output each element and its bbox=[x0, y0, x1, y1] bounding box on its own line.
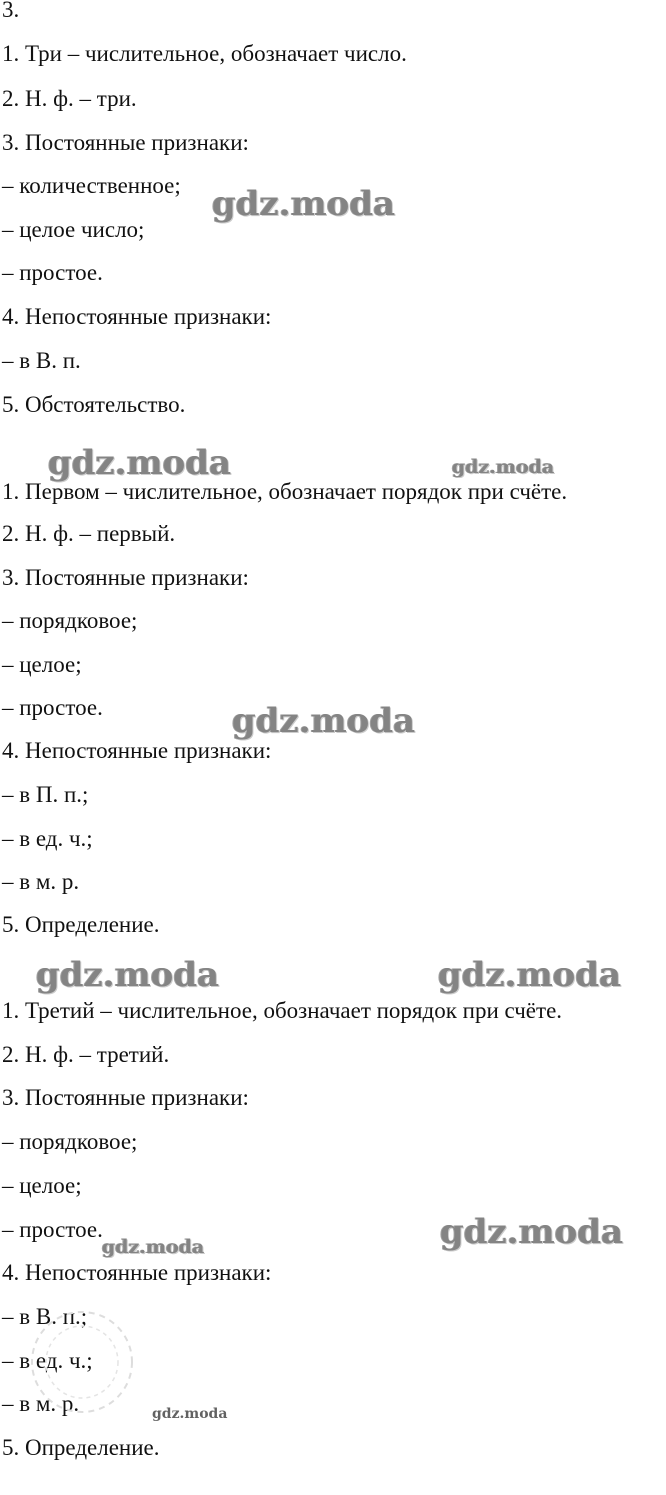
watermark-logo: gdz.moda bbox=[440, 1212, 624, 1252]
s3-line-11: 5. Определение. bbox=[2, 1435, 160, 1460]
s2-line-5: – целое; bbox=[2, 652, 82, 677]
watermark-logo: gdz.moda bbox=[36, 955, 220, 995]
s2-line-7: 4. Непостоянные признаки: bbox=[2, 738, 272, 763]
watermark-logo: gdz.moda bbox=[48, 443, 232, 483]
s1-line-8: – в В. п. bbox=[2, 348, 81, 373]
s2-line-10: – в м. р. bbox=[2, 869, 80, 894]
watermark-logo: gdz.moda bbox=[152, 1406, 228, 1422]
s2-line-1: 1. Первом – числительное, обозначает порядок при счёте. bbox=[2, 479, 568, 504]
s3-line-1: 1. Третий – числительное, обозначает порядок при счёте. bbox=[2, 998, 563, 1023]
watermark-logo: gdz.moda bbox=[438, 955, 622, 995]
s1-line-6: – простое. bbox=[2, 260, 103, 285]
watermark-logo: gdz.moda bbox=[232, 701, 416, 741]
s3-line-6: – простое. bbox=[2, 1217, 103, 1242]
s3-line-10: – в м. р. bbox=[2, 1391, 80, 1416]
s1-line-2: 2. Н. ф. – три. bbox=[2, 86, 137, 111]
s3-line-7: 4. Непостоянные признаки: bbox=[2, 1260, 272, 1285]
s2-line-6: – простое. bbox=[2, 695, 103, 720]
s2-line-4: – порядковое; bbox=[2, 608, 138, 633]
s1-line-9: 5. Обстоятельство. bbox=[2, 392, 186, 417]
s1-line-7: 4. Непостоянные признаки: bbox=[2, 304, 272, 329]
watermark-logo: gdz.moda bbox=[452, 456, 555, 478]
s3-line-4: – порядковое; bbox=[2, 1129, 138, 1154]
s2-line-11: 5. Определение. bbox=[2, 912, 160, 937]
s1-line-5: – целое число; bbox=[2, 217, 145, 242]
s2-line-8: – в П. п.; bbox=[2, 782, 89, 807]
s3-line-8: – в В. п.; bbox=[2, 1304, 88, 1329]
s3-line-3: 3. Постоянные признаки: bbox=[2, 1085, 249, 1110]
s1-line-3: 3. Постоянные признаки: bbox=[2, 130, 249, 155]
s3-line-5: – целое; bbox=[2, 1173, 82, 1198]
s2-line-3: 3. Постоянные признаки: bbox=[2, 565, 249, 590]
watermark-logo: gdz.moda bbox=[102, 1236, 205, 1258]
watermark-logo: gdz.moda bbox=[212, 184, 396, 224]
s2-line-2: 2. Н. ф. – первый. bbox=[2, 521, 176, 546]
s3-line-9: – в ед. ч.; bbox=[2, 1348, 93, 1373]
s2-line-9: – в ед. ч.; bbox=[2, 826, 93, 851]
exercise-number: 3. bbox=[2, 0, 20, 22]
s1-line-1: 1. Три – числительное, обозначает число. bbox=[2, 41, 407, 66]
stamp-watermark-icon bbox=[20, 1300, 150, 1430]
s3-line-2: 2. Н. ф. – третий. bbox=[2, 1042, 170, 1067]
s1-line-4: – количественное; bbox=[2, 173, 181, 198]
